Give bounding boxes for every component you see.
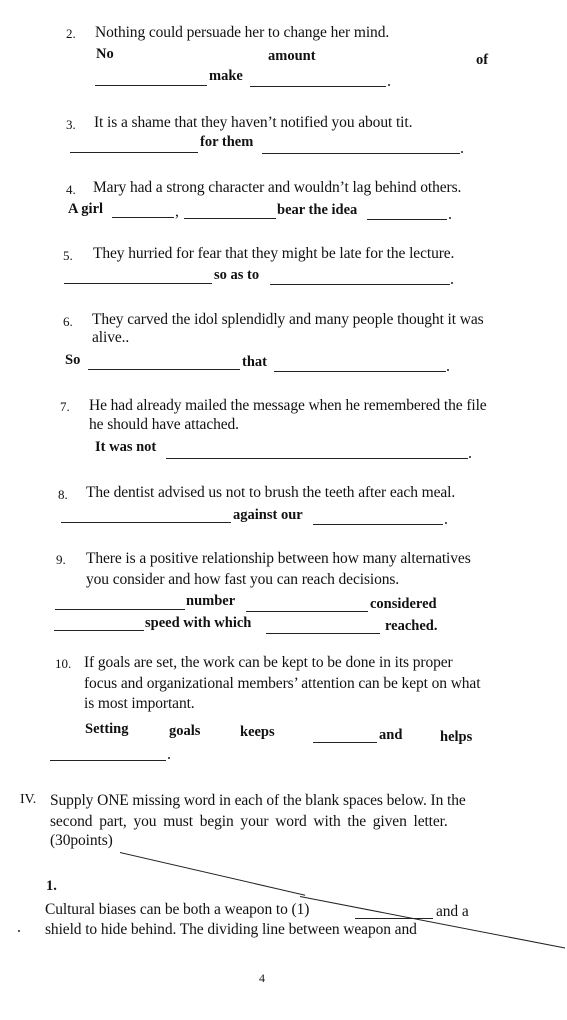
- answer-blank[interactable]: [166, 458, 468, 459]
- question-10-number: 10.: [55, 656, 72, 671]
- question-4-text: Mary had a strong character and wouldn’t lag behind others.: [93, 179, 462, 196]
- question-2-keyword-no: No: [96, 46, 114, 62]
- passage-number: 1.: [46, 878, 57, 894]
- period-mark: [449, 217, 451, 219]
- answer-blank[interactable]: [95, 85, 207, 86]
- question-5-text: They hurried for fear that they might be late for the lecture.: [93, 245, 455, 262]
- answer-blank[interactable]: [274, 371, 446, 372]
- section-iv-number: IV.: [20, 792, 37, 807]
- question-9-text-line2: you consider and how fast you can reach decisions.: [86, 571, 400, 588]
- question-10-keyword-and: and: [379, 727, 403, 743]
- answer-blank[interactable]: [246, 611, 368, 612]
- period-mark: [451, 282, 453, 284]
- passage-text-line2: shield to hide behind. The dividing line between weapon and: [45, 921, 417, 938]
- answer-blank[interactable]: [112, 217, 174, 218]
- question-10-keyword-setting: Setting: [85, 721, 129, 737]
- question-7-keyword-it-was-not: It was not: [95, 439, 157, 455]
- question-10-text-line1: If goals are set, the work can be kept to be done in its proper: [84, 654, 453, 671]
- answer-blank[interactable]: [70, 152, 198, 153]
- question-2-text: Nothing could persuade her to change her mind.: [95, 24, 390, 41]
- question-6-keyword-that: that: [242, 354, 267, 370]
- page-number: 4: [259, 971, 265, 985]
- answer-blank[interactable]: [184, 218, 276, 219]
- answer-blank[interactable]: [270, 284, 450, 285]
- question-2-keyword-of: of: [476, 52, 489, 68]
- question-8-keyword-against-our: against our: [233, 507, 303, 523]
- answer-blank[interactable]: [367, 219, 447, 220]
- question-9-keyword-number: number: [186, 593, 236, 609]
- question-7-text-line1: He had already mailed the message when he remembered the file: [89, 397, 487, 414]
- answer-blank[interactable]: [266, 633, 380, 634]
- period-mark: [168, 757, 170, 759]
- question-9-keyword-considered: considered: [370, 596, 437, 612]
- answer-blank[interactable]: [54, 630, 144, 631]
- period-mark: [445, 522, 447, 524]
- answer-blank[interactable]: [313, 742, 377, 743]
- question-10-keyword-helps: helps: [440, 729, 473, 745]
- passage-text-line1: Cultural biases can be both a weapon to (1): [45, 901, 310, 918]
- section-iv-instruction-line2: second part, you must begin your word with the given letter.: [50, 813, 448, 830]
- question-10-text-line3: is most important.: [84, 695, 195, 712]
- answer-blank[interactable]: [61, 522, 231, 523]
- question-6-text-line1: They carved the idol splendidly and many people thought it was: [92, 311, 484, 328]
- passage-text-line1-end: and a: [436, 903, 469, 920]
- question-10-keyword-keeps: keeps: [240, 724, 275, 740]
- question-4-number: 4.: [66, 182, 76, 197]
- period-mark: [461, 151, 463, 153]
- answer-blank[interactable]: [55, 609, 185, 610]
- period-mark: [447, 369, 449, 371]
- question-3-number: 3.: [66, 117, 76, 132]
- question-10-text-line2: focus and organizational members’ attention can be kept on what: [84, 675, 481, 692]
- question-5-keyword-so-as-to: so as to: [214, 267, 260, 283]
- pen-stroke: [120, 852, 305, 896]
- period-mark: [388, 84, 390, 86]
- question-6-text-line2: alive..: [92, 329, 130, 346]
- question-4-keyword-bear-the-idea: bear the idea: [277, 202, 358, 218]
- answer-blank[interactable]: [88, 369, 240, 370]
- question-9-number: 9.: [56, 552, 66, 567]
- section-iv-instruction-line1: Supply ONE missing word in each of the blank spaces below. In the: [50, 792, 466, 809]
- question-3-text: It is a shame that they haven’t notified you about tit.: [94, 114, 413, 131]
- question-5-number: 5.: [63, 248, 73, 263]
- question-6-number: 6.: [63, 314, 73, 329]
- answer-blank[interactable]: [262, 153, 460, 154]
- question-8-text: The dentist advised us not to brush the teeth after each meal.: [86, 484, 456, 501]
- question-2-number: 2.: [66, 26, 76, 41]
- period-mark: [469, 456, 471, 458]
- question-9-keyword-reached: reached.: [385, 618, 438, 634]
- answer-blank[interactable]: [50, 760, 166, 761]
- section-iv-points: (30points): [50, 832, 113, 849]
- comma-mark: ,: [175, 203, 179, 220]
- question-8-number: 8.: [58, 487, 68, 502]
- question-9-text-line1: There is a positive relationship between how many alternatives: [86, 550, 471, 567]
- question-3-keyword-for-them: for them: [200, 134, 254, 150]
- question-4-keyword-a-girl: A girl: [68, 201, 104, 217]
- question-2-keyword-make: make: [209, 68, 243, 84]
- answer-blank[interactable]: [250, 86, 386, 87]
- question-6-keyword-so: So: [65, 352, 81, 368]
- question-10-keyword-goals: goals: [169, 723, 201, 739]
- question-2-keyword-amount: amount: [268, 48, 316, 64]
- answer-blank[interactable]: [313, 524, 443, 525]
- stray-mark: [18, 930, 20, 932]
- question-7-number: 7.: [60, 399, 70, 414]
- question-7-text-line2: he should have attached.: [89, 416, 239, 433]
- answer-blank[interactable]: [64, 283, 212, 284]
- question-9-keyword-speed-with-which: speed with which: [145, 615, 252, 631]
